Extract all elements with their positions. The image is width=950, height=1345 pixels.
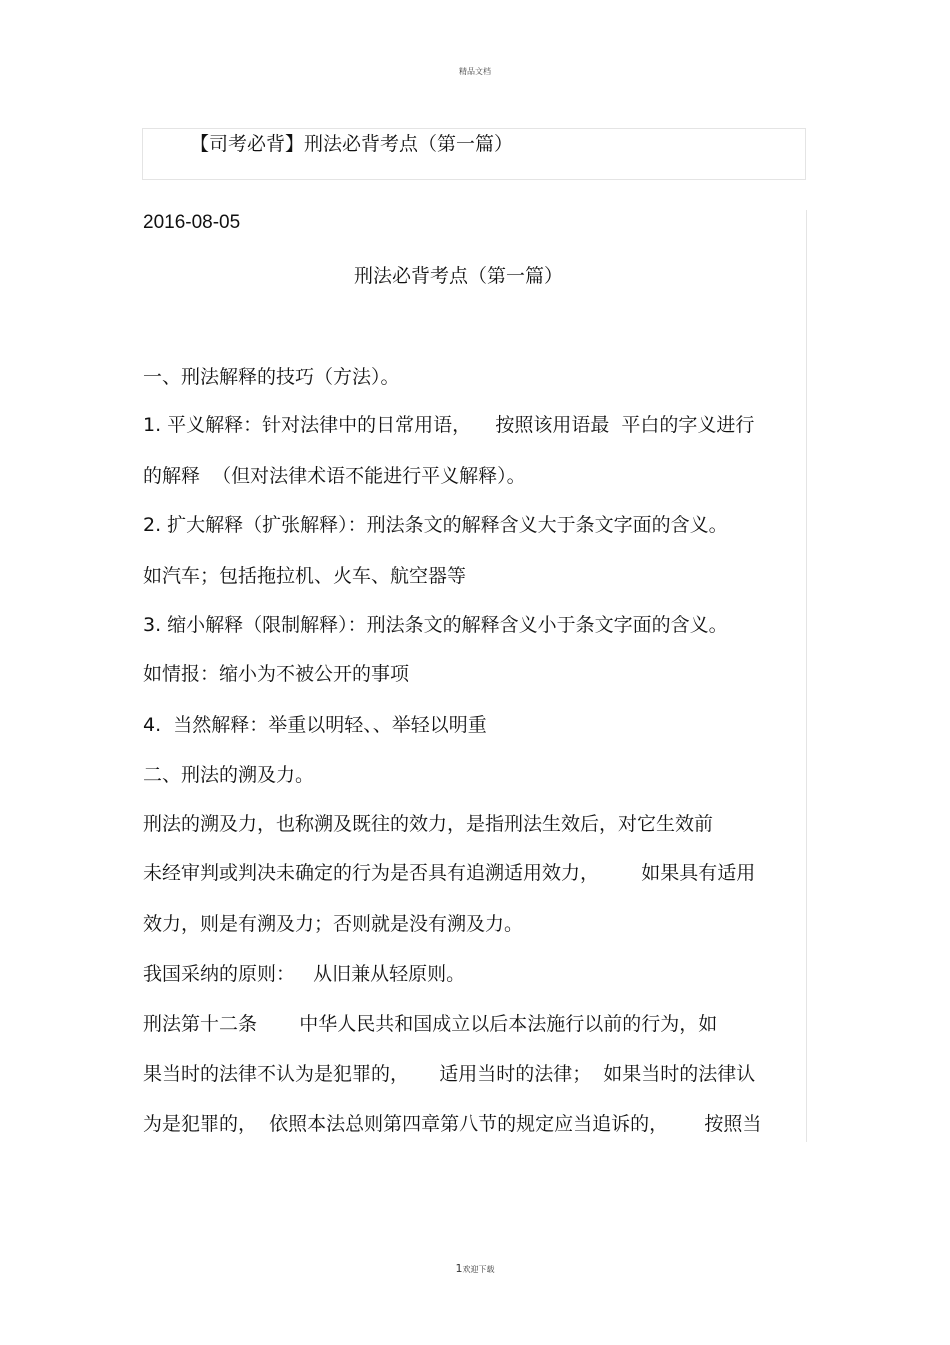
body-line: 刑法的溯及力，也称溯及既往的效力，是指刑法生效后，对它生效前 (143, 813, 714, 835)
body-line: 未经审判或判决未确定的行为是否具有追溯适用效力， 如果具有适用 (143, 862, 756, 884)
section-heading: 一、刑法解释的技巧（方法）。 (143, 366, 400, 388)
body-line: 3. 缩小解释（限制解释）：刑法条文的解释含义小于条文字面的含义。 (143, 614, 728, 636)
article-title: 【司考必背】刑法必背考点（第一篇） (190, 133, 514, 155)
section-heading: 二、刑法的溯及力。 (143, 764, 315, 786)
body-line: 为是犯罪的， 依照本法总则第四章第八节的规定应当追诉的， 按照当 (143, 1113, 762, 1135)
body-line: 如汽车；包括拖拉机、火车、航空器等 (143, 565, 467, 587)
content-right-border (806, 210, 807, 1142)
body-line: 2. 扩大解释（扩张解释）：刑法条文的解释含义大于条文字面的含义。 (143, 514, 728, 536)
publish-date: 2016-08-05 (143, 212, 241, 233)
body-line: 我国采纳的原则： 从旧兼从轻原则。 (143, 963, 466, 985)
body-line: 如情报：缩小为不被公开的事项 (143, 663, 410, 685)
article-subtitle: 刑法必背考点（第一篇） (354, 265, 564, 287)
body-line: 刑法第十二条 中华人民共和国成立以后本法施行以前的行为，如 (143, 1013, 718, 1035)
footer-text: 欢迎下载 (462, 1265, 495, 1274)
body-line: 效力，则是有溯及力；否则就是没有溯及力。 (143, 913, 524, 935)
header-watermark: 精品文档 (459, 67, 491, 76)
page-footer (0, 1262, 950, 1275)
body-line: 4. 当然解释：举重以明轻、、举轻以明重 (143, 714, 487, 736)
body-line: 1. 平义解释：针对法律中的日常用语， 按照该用语最 平白的字义进行 (143, 414, 755, 436)
page-number: 1 (455, 1262, 463, 1275)
body-line: 果当时的法律不认为是犯罪的， 适用当时的法律； 如果当时的法律认 (143, 1063, 756, 1085)
body-line: 的解释 （但对法律术语不能进行平义解释）。 (143, 465, 526, 487)
